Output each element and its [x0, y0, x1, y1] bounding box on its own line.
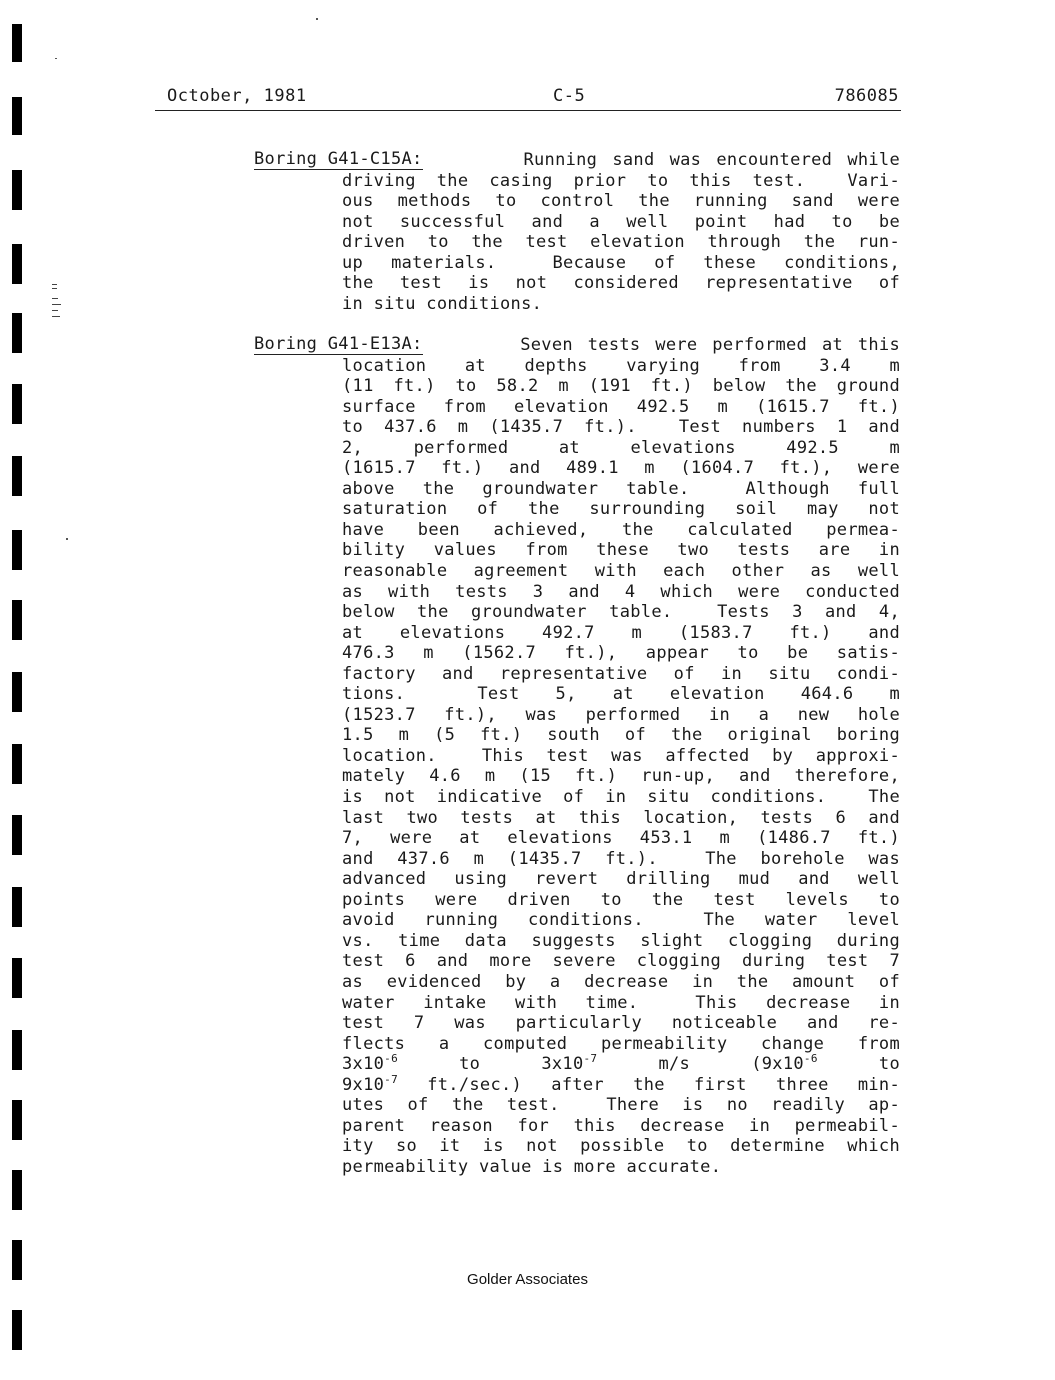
- text-line: advanced using revert drilling mud and well: [342, 869, 900, 890]
- footer-company: Golder Associates: [467, 1271, 588, 1288]
- formula-line: $3x10^{-6}$ to $3x10^{-7}$ m/s ($9x10^{-6}$ to: [342, 1052, 900, 1075]
- text-line: at elevations 492.7 m (1583.7 ft.) and: [342, 622, 900, 643]
- section-body: [342, 150, 900, 314]
- text-line: factory and representative of in situ condi-: [342, 663, 900, 684]
- text-line: avoid running conditions. The water level: [342, 910, 900, 931]
- text-line: driven to the test elevation through the run-: [342, 232, 900, 253]
- text-line: surface from elevation 492.5 m (1615.7 ft.): [342, 396, 900, 417]
- text-line: 1.5 m (5 ft.) south of the original boring: [342, 725, 900, 746]
- text-line: 2, performed at elevations 492.5 m: [342, 437, 900, 458]
- text-line: location at depths varying from 3.4 m: [342, 355, 900, 376]
- text-line: tions. Test 5, at elevation 464.6 m: [342, 684, 900, 705]
- header-date: October, 1981: [167, 86, 307, 106]
- text-line: up materials. Because of these conditions,: [342, 252, 900, 273]
- text-line: utes of the test. There is no readily ap-: [342, 1095, 900, 1116]
- scan-speck: [316, 18, 318, 20]
- text-line: ous methods to control the running sand were: [342, 191, 900, 212]
- text-line: [342, 335, 900, 356]
- text-line: below the groundwater table. Tests 3 and 4,: [342, 602, 900, 623]
- text-line: as with tests 3 and 4 which were conducted: [342, 581, 900, 602]
- text-line: in situ conditions.: [342, 293, 543, 314]
- header-page-number: C-5: [553, 86, 586, 106]
- text-line-content: Seven tests were performed at this: [520, 335, 901, 355]
- text-line-content: Running sand was encountered while: [523, 150, 901, 170]
- text-line: vs. time data suggests slight clogging during: [342, 930, 900, 951]
- text-line: test 6 and more severe clogging during test 7: [342, 951, 900, 972]
- text-line: (11 ft.) to 58.2 m (191 ft.) below the ground: [342, 376, 900, 397]
- text-line: driving the casing prior to this test. Vari-: [342, 170, 900, 191]
- text-line: water intake with time. This decrease in: [342, 992, 900, 1013]
- section-body: [342, 335, 900, 1177]
- text-line: reasonable agreement with each other as well: [342, 561, 900, 582]
- text-line: above the groundwater table. Although full: [342, 478, 900, 499]
- margin-tick-marks: [50, 276, 64, 326]
- text-line: permeability value is more accurate.: [342, 1156, 722, 1177]
- text-line: parent reason for this decrease in permeabil-: [342, 1115, 900, 1136]
- value-c: ($9x10^{-6}$: [751, 1052, 818, 1075]
- text-line: the test is not considered representative of: [342, 273, 900, 294]
- page-header: [155, 86, 901, 112]
- text-line: not successful and a well point had to be: [342, 211, 900, 232]
- text-line: mately 4.6 m (15 ft.) run-up, and therefore,: [342, 766, 900, 787]
- text-line: test 7 was particularly noticeable and re-: [342, 1013, 900, 1034]
- header-document-number: 786085: [834, 86, 899, 106]
- text-line: location. This test was affected by approxi-: [342, 745, 900, 766]
- text-line: (1615.7 ft.) and 489.1 m (1604.7 ft.), were: [342, 458, 900, 479]
- scan-speck: [55, 58, 57, 59]
- text-line: 476.3 m (1562.7 ft.), appear to be satis-: [342, 643, 900, 664]
- text-line: as evidenced by a decrease in the amount of: [342, 971, 900, 992]
- text-line: points were driven to the test levels to: [342, 889, 900, 910]
- binding-hole-marks: [12, 0, 26, 1380]
- formula-line: $9x10^{-7}$ ft./sec.) after the first three min-: [342, 1072, 900, 1095]
- text-line: last two tests at this location, tests 6 and: [342, 807, 900, 828]
- scan-speck: [66, 538, 68, 540]
- text-line: to 437.6 m (1435.7 ft.). Test numbers 1 and: [342, 417, 900, 438]
- value-a: $3x10^{-6}$: [342, 1052, 398, 1075]
- header-rule: [155, 110, 901, 111]
- section-heading: Boring G41-C15A:: [254, 149, 423, 169]
- text-line: saturation of the surrounding soil may not: [342, 499, 900, 520]
- text-line: 7, were at elevations 453.1 m (1486.7 ft.): [342, 828, 900, 849]
- value-b: $3x10^{-7}$ m/s: [541, 1052, 691, 1075]
- section-heading: Boring G41-E13A:: [254, 334, 423, 354]
- text-line: have been achieved, the calculated permea-: [342, 519, 900, 540]
- text-line: [342, 150, 900, 171]
- text-line: bility values from these two tests are in: [342, 540, 900, 561]
- text-line: flects a computed permeability change from: [342, 1033, 900, 1054]
- text-line: ity so it is not possible to determine which: [342, 1136, 900, 1157]
- text-line: is not indicative of in situ conditions. The: [342, 787, 900, 808]
- text-line: (1523.7 ft.), was performed in a new hole: [342, 704, 900, 725]
- text-line: and 437.6 m (1435.7 ft.). The borehole was: [342, 848, 900, 869]
